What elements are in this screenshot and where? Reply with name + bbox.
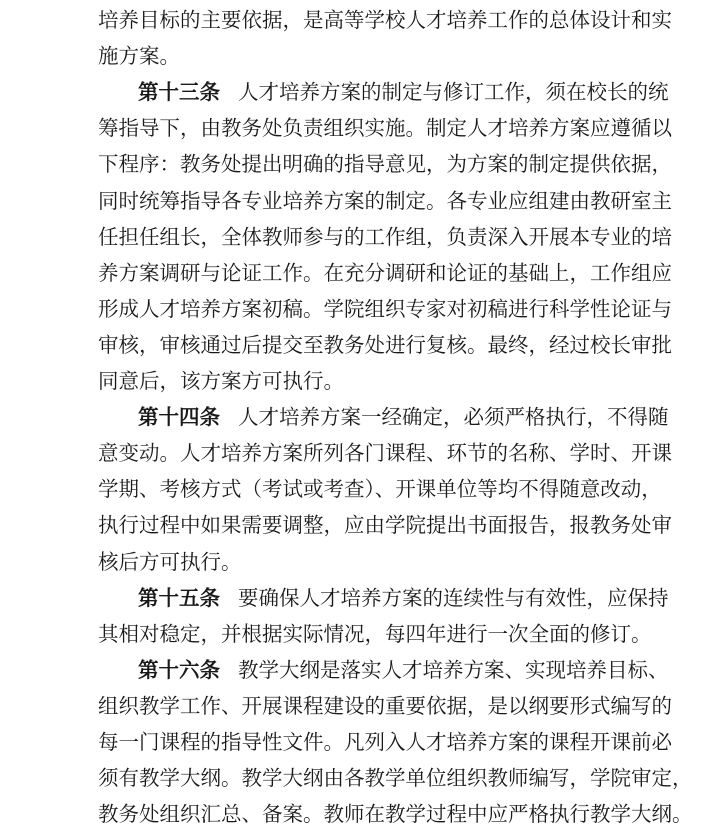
text-line	[98, 544, 628, 580]
line-text: 执行过程中如果需要调整，应由学院提出书面报告，报教务处审	[98, 513, 672, 538]
text-line	[98, 616, 652, 652]
line-text: 审核，审核通过后提交至教务处进行复核。最终，经过校长审批	[98, 332, 672, 357]
line-text: 同意后，该方案方可执行。	[98, 369, 344, 393]
line-text: 培养目标的主要依据，是高等学校人才培养工作的总体设计和实	[98, 8, 672, 32]
text-line	[98, 38, 628, 74]
text-line	[138, 399, 669, 435]
line-text: 要确保人才培养方案的连续性与有效性，应保持	[238, 585, 669, 610]
line-text: 人才培养方案一经确定，必须严格执行，不得随	[238, 405, 669, 430]
text-line	[98, 507, 672, 543]
text-line	[138, 74, 669, 110]
text-line	[138, 580, 669, 616]
text-line	[98, 471, 662, 507]
text-line	[98, 255, 672, 291]
line-text: 下程序：教务处提出明确的指导意见，为方案的制定提供依据，	[98, 152, 672, 177]
line-text: 意变动。人才培养方案所列各门课程、环节的名称、学时、开课	[98, 441, 672, 466]
text-line	[98, 688, 672, 724]
text-line	[98, 435, 672, 471]
text-line	[98, 291, 672, 327]
text-line	[98, 110, 672, 146]
line-text: 养方案调研与论证工作。在充分调研和论证的基础上，工作组应	[98, 260, 672, 285]
line-text: 人才培养方案的制定与修订工作，须在校长的统	[238, 80, 669, 105]
text-line	[98, 219, 672, 255]
line-text: 教学大纲是落实人才培养方案、实现培养目标、	[238, 657, 669, 682]
line-text: 任担任组长，全体教师参与的工作组，负责深入开展本专业的培	[98, 224, 672, 249]
text-line	[98, 327, 672, 363]
line-text: 同时统筹指导各专业培养方案的制定。各专业应组建由教研室主	[98, 188, 672, 213]
article-number: 第十四条	[138, 405, 220, 430]
line-text: 学期、考核方式（考试或考查）、开课单位等均不得随意改动，	[98, 477, 662, 502]
line-text: 组织教学工作、开展课程建设的重要依据，是以纲要形式编写的	[98, 693, 672, 718]
line-text: 其相对稳定，并根据实际情况，每四年进行一次全面的修订。	[98, 621, 652, 646]
text-line	[98, 363, 628, 399]
article-number: 第十三条	[138, 80, 220, 105]
line-text: 核后方可执行。	[98, 549, 242, 574]
line-text: 施方案。	[98, 44, 180, 69]
text-line	[98, 146, 672, 182]
text-line	[98, 2, 672, 38]
line-text: 形成人才培养方案初稿。学院组织专家对初稿进行科学性论证与	[98, 296, 672, 321]
line-text: 教务处组织汇总、备案。教师在教学过程中应严格执行教学大纲。	[98, 802, 693, 827]
text-line	[98, 724, 672, 760]
article-number: 第十五条	[138, 585, 220, 610]
text-line	[98, 760, 693, 796]
text-line	[138, 652, 669, 688]
text-line	[98, 796, 693, 832]
text-line	[98, 183, 672, 219]
line-text: 每一门课程的指导性文件。凡列入人才培养方案的课程开课前必	[98, 730, 672, 754]
article-number: 第十六条	[138, 657, 220, 682]
line-text: 须有教学大纲。教学大纲由各教学单位组织教师编写，学院审定，	[98, 766, 693, 791]
line-text: 筹指导下，由教务处负责组织实施。制定人才培养方案应遵循以	[98, 116, 672, 141]
